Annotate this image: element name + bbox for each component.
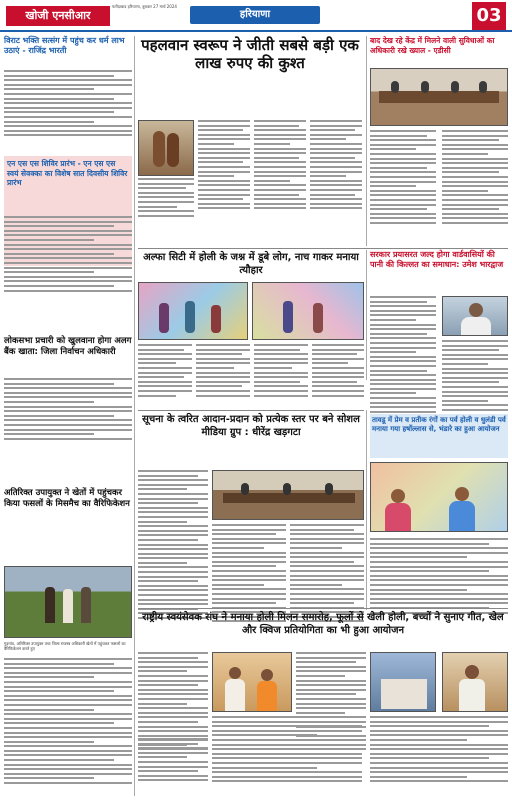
article-lead [138, 36, 362, 72]
article-body [138, 738, 208, 784]
holi-fest-photo [370, 462, 508, 532]
portrait-photo [442, 296, 508, 336]
article-body [138, 470, 208, 622]
article-body [310, 120, 362, 212]
column-divider [366, 410, 367, 610]
article-body [4, 658, 132, 787]
masthead [0, 0, 512, 34]
article-left-low [4, 336, 132, 357]
holi-photo [138, 282, 248, 340]
column-divider [366, 36, 367, 246]
field-photo [4, 566, 132, 638]
headline: राष्ट्रीय स्वयंसेवक संघ ने मनाया होली मिलन समारोह, फूलों से खेली होली, बच्चों ने सुनाए गीत, खेल और क्विज प्रतियोगिता का भी हुआ आयोजन [142, 612, 504, 636]
article-body [370, 716, 508, 785]
headline: अतिरिक्त उपायुक्त ने खेतों में पहुंचकर किया फसलों के मिसमैच का वैरिफिकेशन [4, 488, 130, 509]
article-body [4, 216, 132, 294]
masthead-rule [0, 30, 512, 32]
article-rss [138, 612, 508, 637]
headline: पहलवान स्वरूप ने जीती सबसे बड़ी एक लाख रुपए की कुश्त [141, 36, 359, 72]
article-body [370, 538, 508, 616]
dateline: फरीदाबाद हरियाणा, बुधवार 27 मार्च 2024 [112, 4, 177, 9]
headline: विराट भक्ति सत्संग में पहुंच कर धर्म लाभ उठाएं - राजिंद्र भारती [4, 36, 125, 55]
article-social [138, 414, 364, 439]
article-body [370, 130, 436, 226]
article-water [370, 250, 508, 270]
article-body [196, 344, 250, 399]
article-right-top [370, 36, 508, 55]
headline: अल्फा सिटी में होली के जश्न में डूबे लोग, नाच गाकर मनाया त्यौहार [143, 252, 359, 276]
section-rule [138, 410, 364, 411]
article-body [138, 178, 194, 219]
article-body [4, 70, 132, 139]
article-body [290, 524, 364, 625]
section-label: हरियाणा [190, 6, 320, 24]
article-holi-city [138, 252, 364, 277]
wrestling-photo [138, 120, 194, 176]
article-body [312, 344, 364, 399]
article-body [212, 524, 286, 625]
column-divider [366, 250, 367, 380]
article-body [442, 130, 508, 226]
article-left-top [4, 36, 132, 56]
article-body [138, 344, 192, 399]
headline: एन एस एस शिविर प्रारंभ - एन एस एस स्वयं सेवक्का का विशेष सात दिवसीय शिविर प्रारंभ [7, 159, 128, 187]
article-body [254, 344, 308, 399]
headline: सूचना के त्वरित आदान-प्रदान को प्रत्येक स्तर पर बने सोशल मीडिया ग्रुप : धीरेंद्र खड़गटा [142, 414, 360, 438]
article-holi-fest [370, 414, 508, 458]
headline: तावडू में प्रेम व प्रतीक रंगों का पर्व होली व धुलंडी पर्व मनाया गया हर्षोल्लास से, भंडारे का हुआ आयोजन [372, 416, 506, 433]
article-left-bottom [4, 488, 132, 509]
officials-photo [212, 470, 364, 520]
page-number: 03 [472, 2, 506, 30]
rss-photo-2 [370, 652, 436, 712]
brand-logo: खोजी एनसीआर [6, 6, 110, 26]
headline: बाद देख रहे केंद्र में मिलने वाली सुविधाओं का अधिकारी रखे ख्याल - एडीसी [370, 36, 495, 55]
article-body [198, 120, 250, 212]
article-body [4, 378, 132, 442]
section-rule [138, 608, 508, 609]
rss-photo [212, 652, 292, 712]
photo-caption: गुड़गांव, अतिरिक्त उपायुक्त तथा जिला राजस्व अधिकारी खेतों में पहुंचकर फसलों का वैरिफिकेशन करते हुए [4, 641, 126, 651]
column-divider [134, 36, 135, 796]
headline: सरकार प्रयासरत जल्द होगा वार्डवासियों की पानी की किल्लत का समाधान: उमेश भारद्वाज [370, 250, 504, 269]
rss-photo-3 [442, 652, 508, 712]
section-rule [138, 248, 508, 249]
left-column [4, 36, 132, 796]
article-body [212, 716, 362, 785]
headline: लोकसभा प्रचारी को खुलवाना होगा अलग बैंक खाता: जिला निर्वाचन अधिकारी [4, 336, 132, 357]
meeting-photo [370, 68, 508, 126]
holi-photo-2 [252, 282, 364, 340]
article-body [254, 120, 306, 212]
